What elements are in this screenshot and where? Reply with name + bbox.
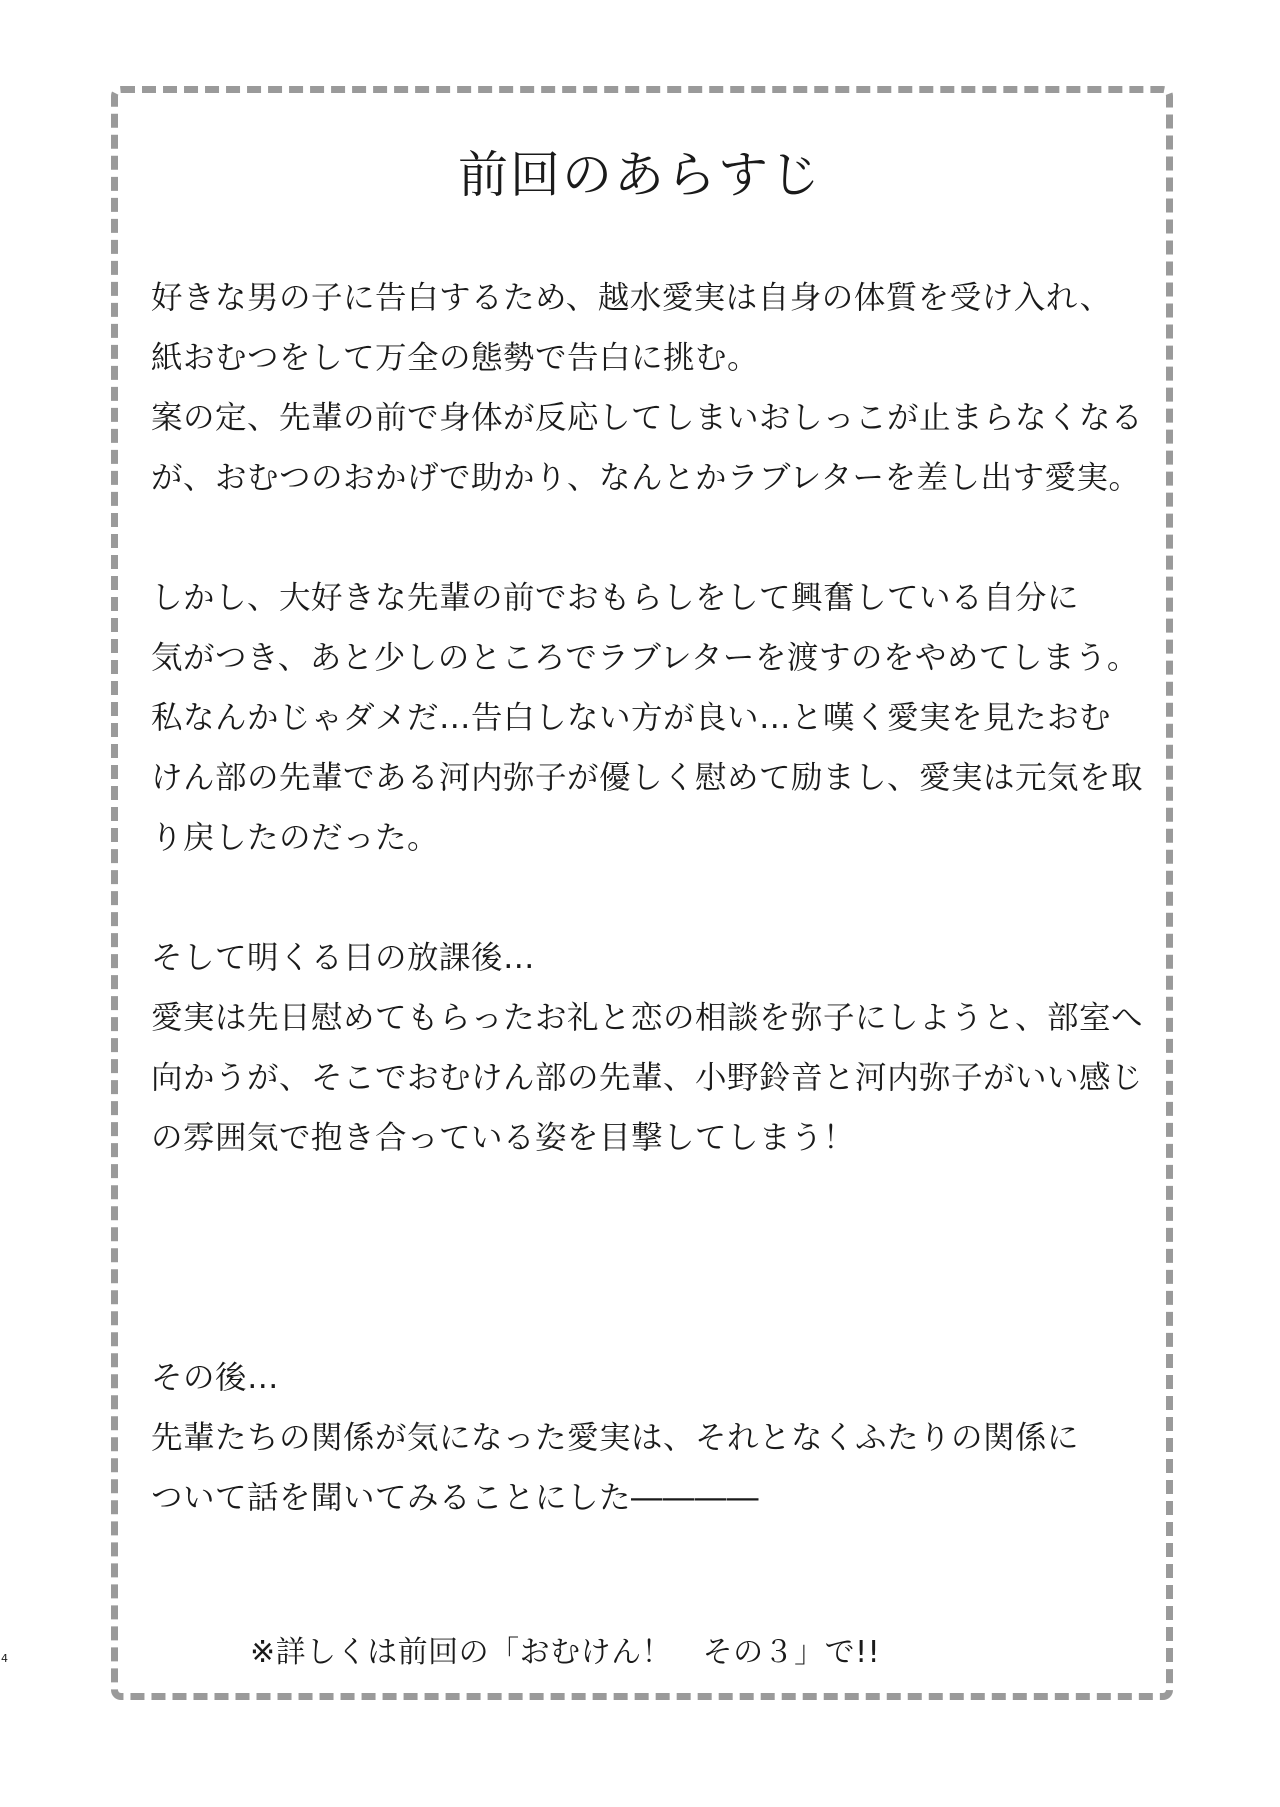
- synopsis-line: 好きな男の子に告白するため、越水愛実は自身の体質を受け入れ、: [151, 280, 1112, 316]
- synopsis-line: しかし、大好きな先輩の前でおもらしをして興奮している自分に: [151, 580, 1080, 616]
- synopsis-line: 案の定、先輩の前で身体が反応してしまいおしっこが止まらなくなる: [151, 400, 1144, 436]
- footnote: ※詳しくは前回の「おむけん！ その３」で!!: [250, 1635, 881, 1670]
- synopsis-paragraph-2: [151, 568, 1161, 868]
- synopsis-paragraph-1: [151, 268, 1161, 508]
- synopsis-line: 紙おむつをして万全の態勢で告白に挑む。: [151, 340, 760, 376]
- page-number: 4: [1, 1652, 8, 1665]
- synopsis-line: その後…: [151, 1360, 280, 1396]
- synopsis-line: 先輩たちの関係が気になった愛実は、それとなくふたりの関係に: [151, 1420, 1080, 1456]
- page-title: 前回のあらすじ: [458, 146, 822, 204]
- synopsis-line: 私なんかじゃダメだ…告白しない方が良い…と嘆く愛実を見たおむ: [151, 700, 1112, 736]
- synopsis-paragraph-4: [151, 1348, 1161, 1528]
- synopsis-line: ついて話を聞いてみることにした――――: [151, 1480, 760, 1516]
- synopsis-line: 気がつき、あと少しのところでラブレターを渡すのをやめてしまう。: [151, 640, 1139, 676]
- synopsis-paragraph-3: [151, 928, 1161, 1168]
- synopsis-line: の雰囲気で抱き合っている姿を目撃してしまう！: [151, 1120, 856, 1156]
- synopsis-line: けん部の先輩である河内弥子が優しく慰めて励まし、愛実は元気を取: [151, 760, 1144, 796]
- synopsis-line: そして明くる日の放課後…: [151, 940, 536, 976]
- synopsis-line: り戻したのだった。: [151, 820, 440, 856]
- synopsis-line: 向かうが、そこでおむけん部の先輩、小野鈴音と河内弥子がいい感じ: [151, 1060, 1144, 1096]
- synopsis-line: 愛実は先日慰めてもらったお礼と恋の相談を弥子にしようと、部室へ: [151, 1000, 1144, 1036]
- synopsis-body: [151, 268, 1161, 1528]
- synopsis-line: が、おむつのおかげで助かり、なんとかラブレターを差し出す愛実。: [151, 460, 1141, 496]
